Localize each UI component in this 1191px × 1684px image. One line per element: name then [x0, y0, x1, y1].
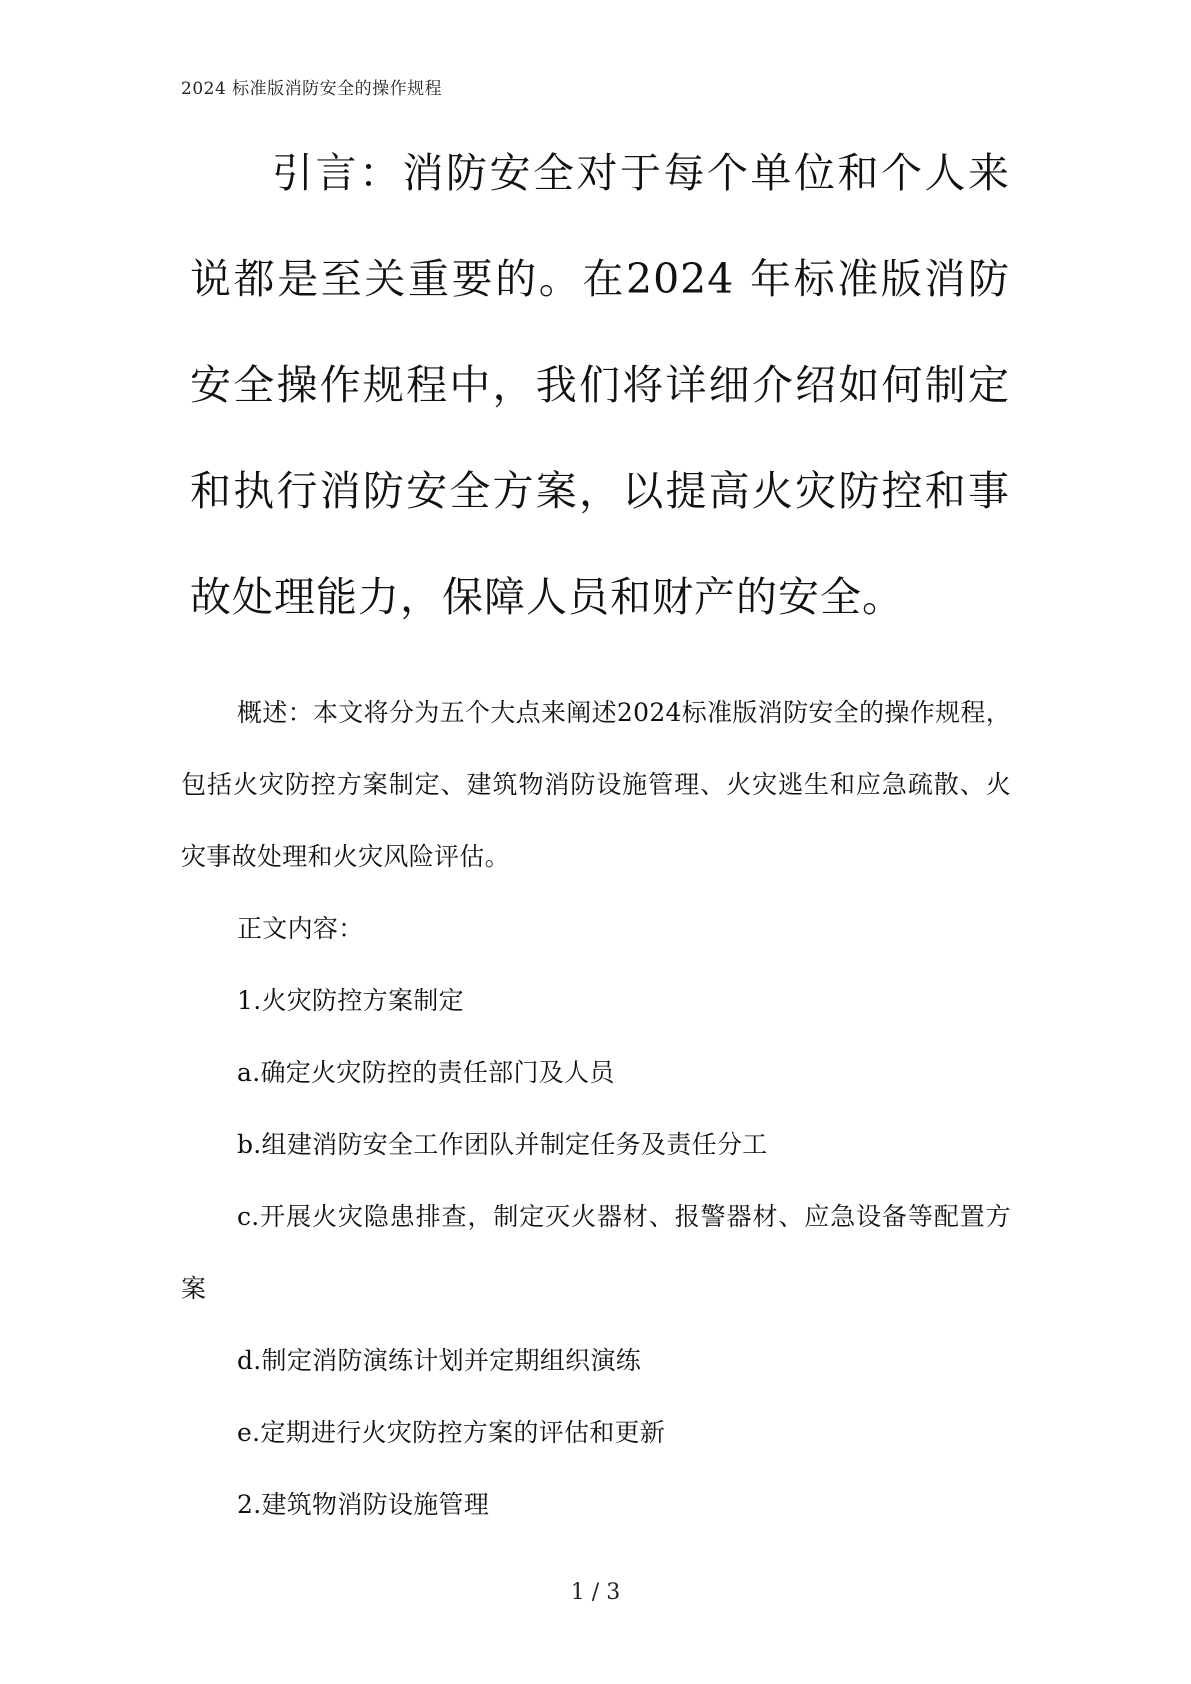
running-header: 2024 标准版消防安全的操作规程	[181, 79, 443, 99]
introduction-paragraph: 引言：消防安全对于每个单位和个人来说都是至关重要的。在2024 年标准版消防安全操作规程中，我们将详细介绍如何制定和执行消防安全方案，以提高火灾防控和事故处理能力，保障人员和财产的安全。	[190, 149, 1010, 621]
section-heading-2: 2.建筑物消防设施管理	[237, 1490, 490, 1519]
list-item-d: d.制定消防演练计划并定期组织演练	[237, 1346, 642, 1375]
list-item-b: b.组建消防安全工作团队并制定任务及责任分工	[237, 1130, 768, 1159]
page-number: 1 / 3	[570, 1580, 621, 1605]
list-item-a: a.确定火灾防控的责任部门及人员	[237, 1058, 615, 1087]
main-content-label: 正文内容：	[237, 914, 364, 943]
overview-paragraph: 概述：本文将分为五个大点来阐述2024标准版消防安全的操作规程，包括火灾防控方案制定、建筑物消防设施管理、火灾逃生和应急疏散、火灾事故处理和火灾风险评估。	[181, 698, 1011, 871]
list-item-c: c.开展火灾隐患排查，制定灭火器材、报警器材、应急设备等配置方案	[181, 1202, 1011, 1303]
section-heading-1: 1.火灾防控方案制定	[237, 986, 464, 1015]
document-body	[181, 677, 1011, 1541]
list-item-e: e.定期进行火灾防控方案的评估和更新	[237, 1418, 666, 1447]
